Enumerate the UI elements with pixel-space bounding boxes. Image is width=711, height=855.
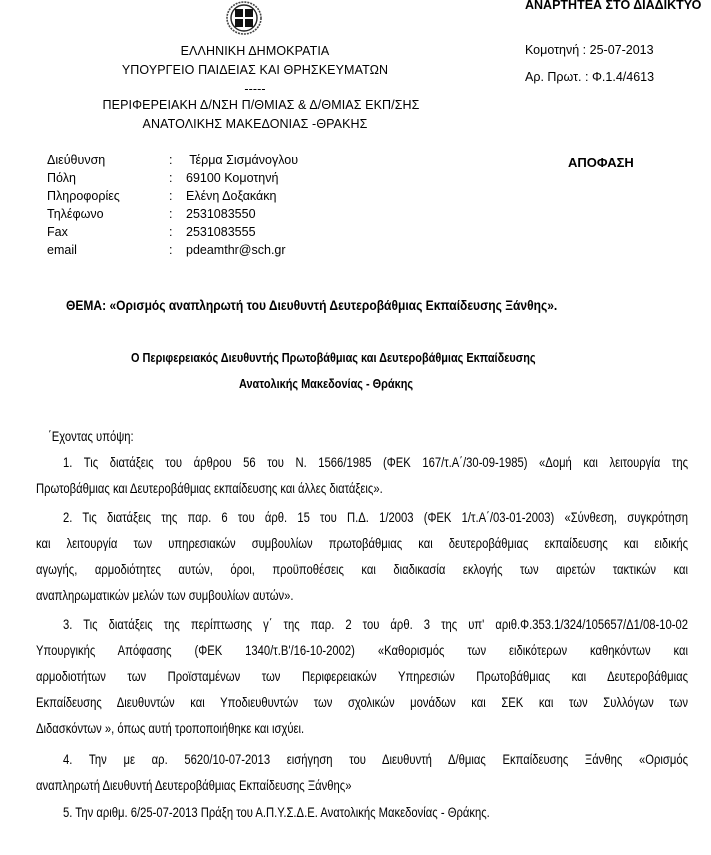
- subject-line: ΘΕΜΑ: «Ορισμός αναπληρωτή του Διευθυντή Δευτεροβάθμιας Εκπαίδευσης Ξάνθης».: [66, 297, 558, 313]
- protocol-number: Αρ. Πρωτ. : Φ.1.4/4613: [525, 70, 655, 84]
- considering-heading: ΄Εχοντας υπόψη:: [48, 429, 134, 444]
- item-line: αναπληρωματικών μελών των συμβουλίων αυτών».: [36, 588, 294, 603]
- directorate-line1: ΠΕΡΙΦΕΡΕΙΑΚΗ Δ/ΝΣΗ Π/ΘΜΙΑΣ & Δ/ΘΜΙΑΣ ΕΚΠ/ΣΗΣ: [102, 98, 420, 112]
- document-type: ΑΠΟΦΑΣΗ: [568, 155, 634, 170]
- item-line: 3. Τις διατάξεις της περίπτωσης γ΄ της παρ. 2 του άρθ. 3 της υπ' αριθ.Φ.353.1/324/105657/Δ1/08-10-02: [63, 617, 688, 632]
- item-line: 1. Τις διατάξεις του άρθρου 56 του Ν. 1566/1985 (ΦΕΚ 167/τ.Α΄/30-09-1985) «Δομή και λειτουργία της: [63, 455, 688, 470]
- item-line: Διδασκόντων », όπως αυτή τροποποιήθηκε και ισχύει.: [36, 721, 305, 736]
- contact-separator: :: [169, 171, 173, 185]
- contact-separator: :: [169, 225, 173, 239]
- contact-value: 2531083550: [186, 207, 256, 221]
- contact-value: Ελένη Δοξακάκη: [186, 189, 277, 203]
- directorate-line2: ΑΝΑΤΟΛΙΚΗΣ ΜΑΚΕΔΟΝΙΑΣ -ΘΡΑΚΗΣ: [142, 117, 368, 131]
- contact-value: Τέρμα Σισμάνογλου: [186, 153, 299, 167]
- item-line: αναπληρωτή Διευθυντή Δευτεροβάθμιας Εκπαίδευσης Ξάνθης»: [36, 778, 352, 793]
- item-line: 4. Την με αρ. 5620/10-07-2013 εισήγηση του Διευθυντή Δ/θμιας Εκπαίδευσης Ξάνθης «Ορισμός: [63, 752, 688, 767]
- item-line: και λειτουργία των υπηρεσιακών συμβουλίων πρωτοβάθμιας και δευτεροβάθμιας εκπαίδευσης και ειδικής: [36, 536, 688, 551]
- republic-title: ΕΛΛΗΝΙΚΗ ΔΗΜΟΚΡΑΤΙΑ: [180, 44, 330, 58]
- contact-separator: :: [169, 243, 173, 257]
- contact-separator: :: [169, 207, 173, 221]
- header-separator: -----: [244, 82, 266, 96]
- greek-coat-of-arms-icon: [224, 0, 264, 36]
- contact-label: Πληροφορίες: [47, 189, 120, 203]
- item-line: Υπουργικής Απόφασης (ΦΕΚ 1340/τ.Β'/16-10-2002) «Καθορισμός των ειδικότερων καθηκόντων και: [36, 643, 688, 658]
- contact-separator: :: [169, 189, 173, 203]
- item-line: αρμοδιοτήτων των Προϊσταμένων των Περιφερειακών Υπηρεσιών Πρωτοβάθμιας και Δευτεροβάθμιας: [36, 669, 688, 684]
- item-line: 2. Τις διατάξεις της παρ. 6 του άρθ. 15 του Π.Δ. 1/2003 (ΦΕΚ 1/τ.Α΄/03-01-2003) «Σύνθεση, συγκρότηση: [63, 510, 689, 525]
- issuer-line2: Ανατολικής Μακεδονίας - Θράκης: [239, 376, 414, 391]
- item-line: Εκπαίδευσης Διευθυντών και Υποδιευθυντών των σχολικών μονάδων και ΣΕΚ και των Συλλόγων των: [36, 695, 689, 710]
- contact-value: 69100 Κομοτηνή: [186, 171, 279, 185]
- place-date: Κομοτηνή : 25-07-2013: [525, 43, 654, 57]
- item-line: 5. Την αριθμ. 6/25-07-2013 Πράξη του Α.Π.Υ.Σ.Δ.Ε. Ανατολικής Μακεδονίας - Θράκης.: [63, 805, 490, 820]
- contact-label: Τηλέφωνο: [47, 207, 104, 221]
- contact-separator: :: [169, 153, 173, 167]
- contact-label: Διεύθυνση: [47, 153, 106, 167]
- publish-notice: ΑΝΑΡΤΗΤΕΑ ΣΤΟ ΔΙΑΔΙΚΤΥΟ: [525, 0, 702, 12]
- contact-value: 2531083555: [186, 225, 256, 239]
- contact-value[interactable]: pdeamthr@sch.gr: [186, 243, 286, 257]
- item-line: Πρωτοβάθμιας και Δευτεροβάθμιας εκπαίδευσης και άλλες διατάξεις».: [36, 481, 383, 496]
- contact-label: email: [47, 243, 77, 257]
- contact-label: Πόλη: [47, 171, 76, 185]
- contact-label: Fax: [47, 225, 68, 239]
- item-line: αγωγής, αρμοδιότητες αυτών, όροι, προϋποθέσεις και διαδικασία εκλογής των αιρετών τακτικών και: [36, 562, 688, 577]
- ministry-title: ΥΠΟΥΡΓΕΙΟ ΠΑΙΔΕΙΑΣ ΚΑΙ ΘΡΗΣΚΕΥΜΑΤΩΝ: [121, 63, 389, 77]
- issuer-line1: Ο Περιφερειακός Διευθυντής Πρωτοβάθμιας και Δευτεροβάθμιας Εκπαίδευσης: [131, 350, 536, 365]
